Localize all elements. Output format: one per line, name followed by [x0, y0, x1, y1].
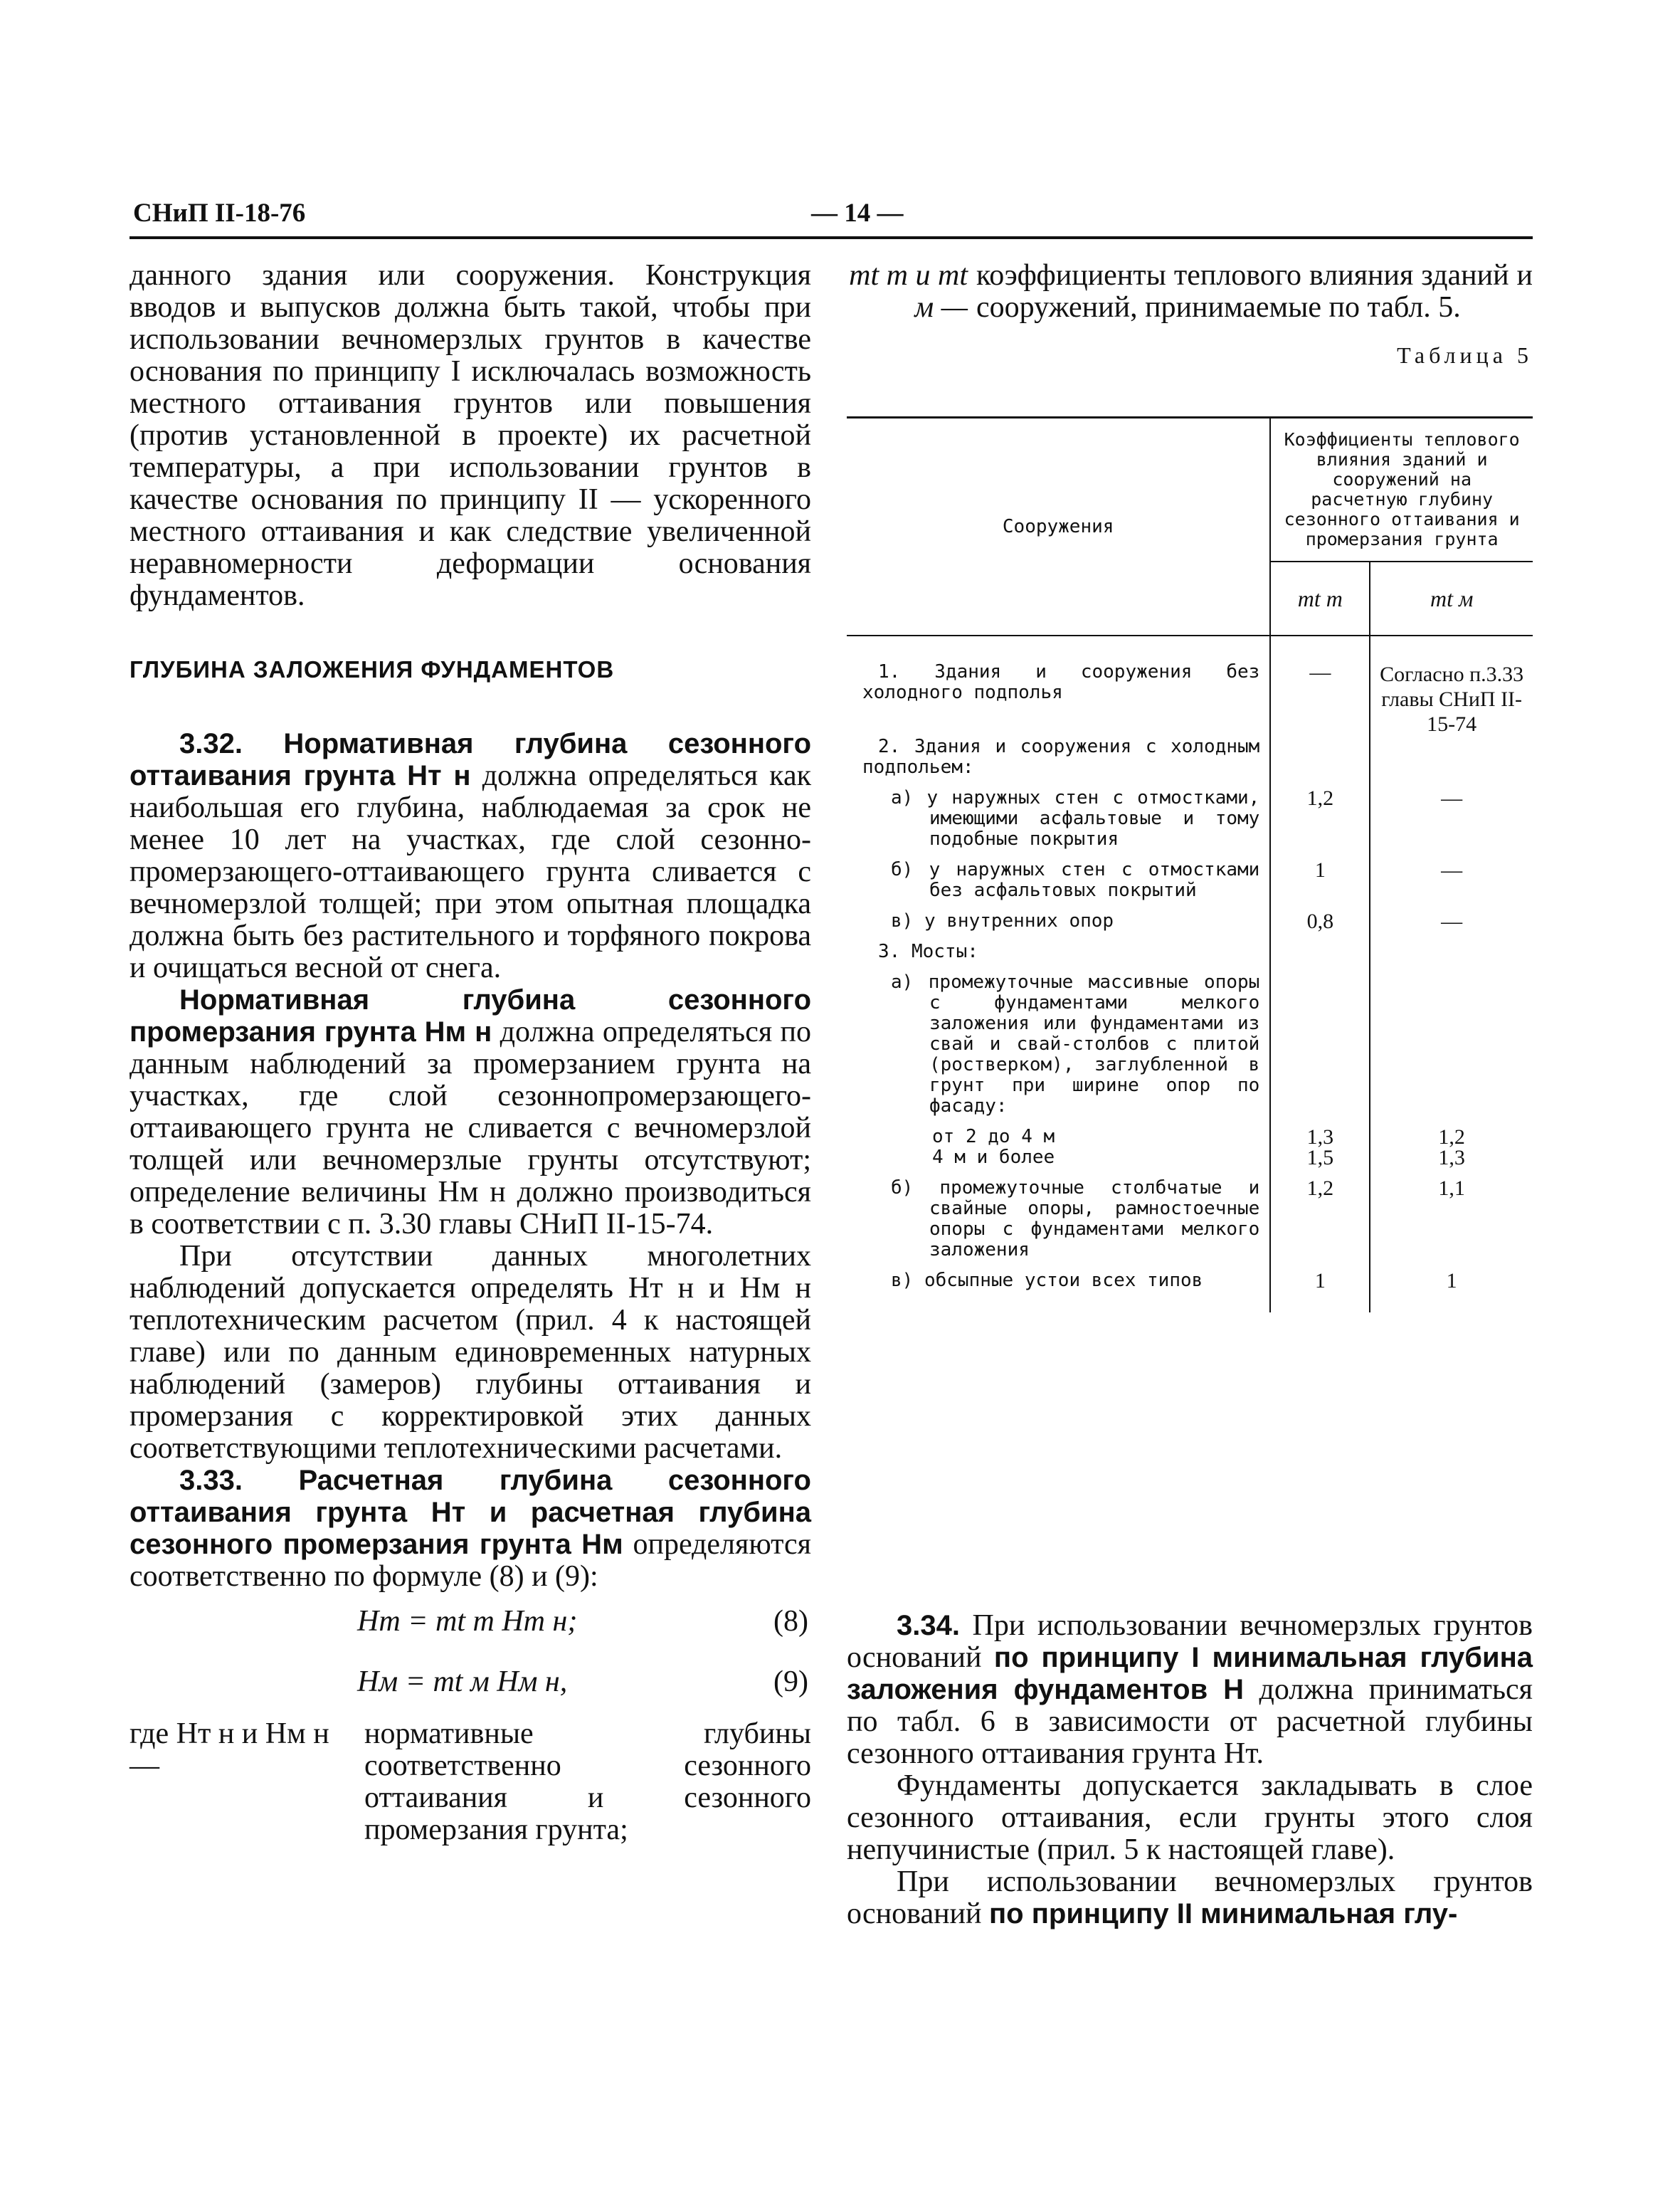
row-mm: Согласно п.3.33 главы СНиП II-15-74 [1370, 636, 1533, 737]
right-column-lower [847, 1610, 1533, 1930]
paragraph-normative-freezing-text: должна определяться по данным наблюдений за промерзанием грунта на участках, где слой сезоннопромерзающего-оттаивающего грунта не сливается с вечномерзлой толщей или вечномерзлые грунты отсутствуют; определение величины Hм н должно производиться в соответствии с п. 3.30 главы СНиП II-15-74. [130, 1016, 811, 1241]
table-row [847, 1270, 1533, 1312]
paragraph-principle-2-text: При использовании вечномерзлых грунтов оснований [847, 1865, 1533, 1930]
formula-8-expression: Hт = mt т Hт н; [357, 1605, 578, 1638]
paragraph-3-34-number: 3.34. [897, 1610, 960, 1641]
paragraph-continuation: данного здания или сооружения. Конструкция вводов и выпусков должна быть такой, чтобы при использовании вечномерзлых грунтов в качестве основания по принципу I исключалась возможность местного оттаивания грунтов или повышения (против установленной в проекте) их расчетной температуры, а при использовании грунтов в качестве основания по принципу II — ускоренного местного оттаивания и как следствие увеличенной неравномерности деформации основания фундаментов. [130, 259, 811, 612]
formula-8-number: (8) [773, 1605, 808, 1638]
row-label: в) обсыпные устои всех типов [891, 1270, 1203, 1291]
table-row [847, 972, 1533, 1127]
row-mm: 1,2 [1370, 1127, 1533, 1147]
paragraph-foundations: Фундаменты допускается закладывать в слое сезонного оттаивания, если грунты этого слоя непучинистые (прил. 5 к настоящей главе). [847, 1769, 1533, 1866]
paragraph-normative-freezing-lead: Нормативная глубина сезонного промерзания грунта Hм н [130, 984, 811, 1048]
paragraph-3-32-text: должна определяться как наибольшая его глубина, наблюдаемая за срок не менее 10 лет на участках, где слой сезонно-промерзающего-оттаивающего грунта сливается с вечномерзлой толщей; при этом опытная площадка должна быть без растительного и торфяного покрова и очищаться весной от снега. [130, 759, 812, 984]
table-row [847, 860, 1533, 911]
coefficient-definition [847, 260, 1533, 324]
table-header-coefficients: Коэффициенты теплового влияния зданий и сооружений на расчетную глубину сезонного оттаивания и промерзания грунта [1270, 418, 1533, 562]
row-mm [1370, 942, 1533, 972]
document-code: СНиП II-18-76 [133, 199, 306, 228]
formula-9-expression: Hм = mt м Hм н, [357, 1665, 568, 1698]
paragraph-principle-2-emphasis: по принципу II минимальная глу- [989, 1898, 1458, 1929]
paragraph-3-32-lead: 3.32. Нормативная глубина сезонного оттаивания грунта Hт н [130, 728, 811, 791]
where-definition [130, 1718, 811, 1846]
table-5 [847, 416, 1533, 1312]
right-column [847, 260, 1533, 372]
table-row [847, 942, 1533, 972]
formula-8 [130, 1606, 811, 1638]
table-header-structures: Сооружения [847, 418, 1270, 636]
row-mt: 1,3 [1270, 1127, 1370, 1147]
paragraph-3-34-text-b: должна приниматься по табл. 6 в зависимости от расчетной глубины сезонного оттаивания грунта Hт. [847, 1673, 1533, 1770]
coefficient-term: mt т и mt м — [849, 259, 968, 324]
coefficient-def: коэффициенты теплового влияния зданий и сооружений, принимаемые по табл. 5. [976, 259, 1533, 324]
row-label: 2. Здания и сооружения с холодным подпольем: [862, 736, 1260, 778]
row-mt: — [1270, 636, 1370, 737]
row-mt: 1,5 [1270, 1147, 1370, 1178]
paragraph-absent-data: При отсутствии данных многолетних наблюдений допускается определять Hт н и Hм н теплотехническим расчетом (прил. 4 к настоящей главе) или по данным единовременных натурных наблюдений (замеров) глубины оттаивания и промерзания с корректировкой этих данных соответствующими теплотехническими расчетами. [130, 1240, 811, 1465]
row-label: 1. Здания и сооружения без холодного подполья [862, 661, 1260, 703]
paragraph-3-33-text: определяются соответственно по формуле (8) и (9): [130, 1528, 811, 1593]
row-mm: — [1370, 911, 1533, 942]
row-mm: — [1370, 788, 1533, 860]
header-rule [130, 236, 1533, 239]
row-mt [1270, 737, 1370, 788]
row-mm [1370, 737, 1533, 788]
table-row [847, 636, 1533, 737]
row-mt: 1 [1270, 1270, 1370, 1312]
row-mt: 1,2 [1270, 1178, 1370, 1270]
row-label: 4 м и более [932, 1147, 1055, 1168]
row-mt [1270, 942, 1370, 972]
row-mm [1370, 972, 1533, 1127]
row-mt [1270, 972, 1370, 1127]
row-label: от 2 до 4 м [932, 1126, 1055, 1147]
page-number: — 14 — [811, 199, 904, 228]
row-label: а) у наружных стен с отмостками, имеющими асфальтовые и тому подобные покрытия [891, 787, 1260, 850]
paragraph-3-34-emphasis: по принципу I минимальная глубина заложения фундаментов H [847, 1642, 1533, 1705]
paragraph-principle-2 [847, 1866, 1533, 1930]
row-mt: 1 [1270, 860, 1370, 911]
paragraph-3-32 [130, 728, 811, 984]
paragraph-normative-freezing [130, 984, 811, 1241]
left-column [130, 260, 811, 1846]
table-row [847, 737, 1533, 788]
row-mt: 1,2 [1270, 788, 1370, 860]
table-row [847, 1147, 1533, 1178]
where-term: где Hт н и Hм н — [130, 1717, 329, 1782]
table-row [847, 911, 1533, 942]
row-mm: 1,3 [1370, 1147, 1533, 1178]
row-label: б) промежуточные столбчатые и свайные опоры, рамностоечные опоры с фундаментами мелкого заложения [891, 1177, 1260, 1260]
row-mm: 1 [1370, 1270, 1533, 1312]
formula-9-number: (9) [773, 1665, 808, 1698]
paragraph-3-34-text-a: При использовании вечномерзлых грунтов оснований [847, 1609, 1533, 1674]
row-label: в) у внутренних опор [891, 910, 1114, 932]
table-row [847, 1127, 1533, 1147]
row-mm: 1,1 [1370, 1178, 1533, 1270]
table-header-mm: mt м [1370, 562, 1533, 636]
section-heading: ГЛУБИНА ЗАЛОЖЕНИЯ ФУНДАМЕНТОВ [130, 656, 615, 683]
paragraph-3-33 [130, 1465, 811, 1593]
row-label: 3. Мосты: [878, 941, 978, 962]
paragraph-3-33-lead: 3.33. Расчетная глубина сезонного оттаивания грунта Hт и расчетная глубина сезонного промерзания грунта Hм [130, 1465, 811, 1560]
row-mt: 0,8 [1270, 911, 1370, 942]
table-row [847, 1178, 1533, 1270]
paragraph-3-34 [847, 1610, 1533, 1770]
table-header-mt: mt т [1270, 562, 1370, 636]
row-mm: — [1370, 860, 1533, 911]
row-label: б) у наружных стен с отмостками без асфальтовых покрытий [891, 859, 1260, 901]
table-caption: Таблица 5 [1397, 342, 1533, 368]
where-def: нормативные глубины соответственно сезонного оттаивания и сезонного промерзания грунта; [364, 1717, 811, 1846]
formula-9 [130, 1666, 811, 1698]
row-label: а) промежуточные массивные опоры с фундаментами мелкого заложения или фундаментами из свай и свай-столбов с плитой (ростверком), заглубленной в грунт при ширине опор по фасаду: [891, 972, 1260, 1117]
table-row [847, 788, 1533, 860]
